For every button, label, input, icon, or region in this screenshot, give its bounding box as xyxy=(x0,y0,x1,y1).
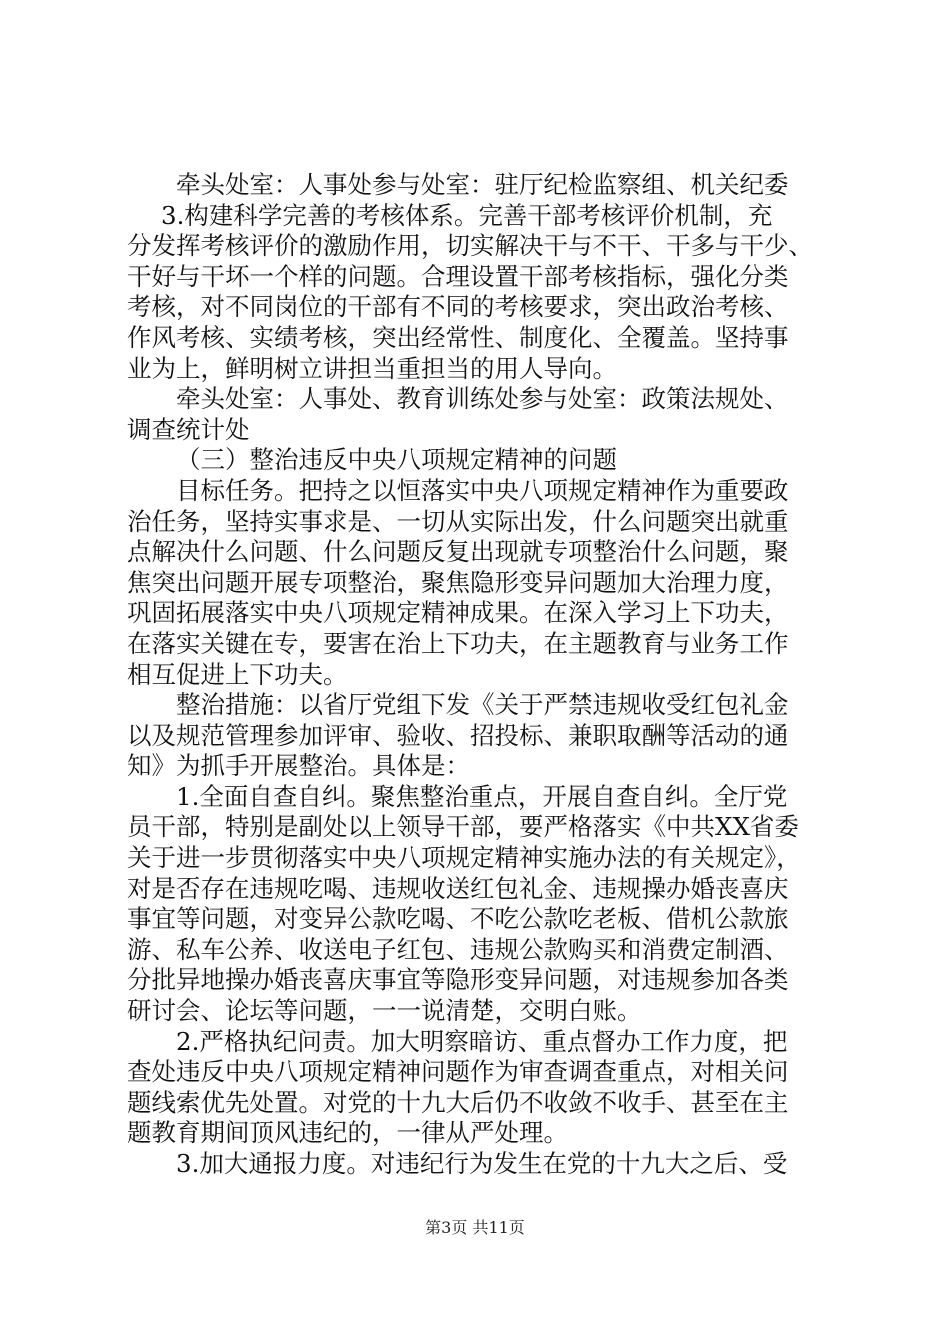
paragraph-line: 事宜等问题，对变异公款吃喝、不吃公款吃老板、借机公款旅 xyxy=(127,904,789,934)
paragraph-line: 对是否存在违规吃喝、违规收送红包礼金、违规操办婚丧喜庆 xyxy=(127,873,789,903)
paragraph-line: 干好与干坏一个样的问题。合理设置干部考核指标，强化分类 xyxy=(127,261,789,291)
paragraph-line: 2.严格执纪问责。加大明察暗访、重点督办工作力度，把 xyxy=(176,1026,788,1056)
section-heading: （三）整治违反中央八项规定精神的问题 xyxy=(176,445,617,475)
paragraph-line: 目标任务。把持之以恒落实中央八项规定精神作为重要政 xyxy=(176,475,789,505)
paragraph-line: 考核，对不同岗位的干部有不同的考核要求，突出政治考核、 xyxy=(127,292,789,322)
paragraph-line: 3.加大通报力度。对违纪行为发生在党的十九大之后、受 xyxy=(176,1149,788,1178)
paragraph-line: 题线索优先处置。对党的十九大后仍不收敛不收手、甚至在主 xyxy=(127,1087,789,1117)
paragraph-line: 在落实关键在专，要害在治上下功夫，在主题教育与业务工作 xyxy=(127,628,789,658)
paragraph-line: 业为上，鲜明树立讲担当重担当的用人导向。 xyxy=(127,353,617,383)
paragraph-line: 查处违反中央八项规定精神问题作为审查调查重点，对相关问 xyxy=(127,1057,789,1087)
paragraph-line: 调查统计处 xyxy=(127,414,250,444)
paragraph-line: 整治措施：以省厅党组下发《关于严禁违规收受红包礼金 xyxy=(176,690,789,720)
paragraph-line: 题教育期间顶风违纪的，一律从严处理。 xyxy=(127,1118,568,1148)
paragraph-line: 3.构建科学完善的考核体系。完善干部考核评价机制，充 xyxy=(161,200,773,230)
paragraph-line: 以及规范管理参加评审、验收、招投标、兼职取酬等活动的通 xyxy=(127,720,789,750)
paragraph-line: 相互促进上下功夫。 xyxy=(127,659,348,689)
paragraph-line: 分批异地操办婚丧喜庆事宜等隐形变异问题，对违规参加各类 xyxy=(127,965,789,995)
paragraph-line: 点解决什么问题、什么问题反复出现就专项整治什么问题，聚 xyxy=(127,537,789,567)
paragraph-line: 牵头处室：人事处参与处室：驻厅纪检监察组、机关纪委 xyxy=(176,170,789,199)
page-footer xyxy=(0,1218,950,1238)
paragraph-line: 知》为抓手开展整治。具体是： xyxy=(127,751,470,781)
paragraph-line: 游、私车公养、收送电子红包、违规公款购买和消费定制酒、 xyxy=(127,934,789,964)
page-number-label: 第3页 共11页 xyxy=(425,1218,525,1237)
document-body xyxy=(127,170,833,1180)
paragraph-line: 巩固拓展落实中央八项规定精神成果。在深入学习上下功夫， xyxy=(127,598,789,628)
paragraph-line: 作风考核、实绩考核，突出经常性、制度化、全覆盖。坚持事 xyxy=(127,322,789,352)
paragraph-line: 1.全面自查自纠。聚焦整治重点，开展自查自纠。全厅党 xyxy=(176,781,788,811)
paragraph-line: 研讨会、论坛等问题，一一说清楚，交明白账。 xyxy=(127,996,642,1026)
paragraph-line: 分发挥考核评价的激励作用，切实解决干与不干、干多与干少、 xyxy=(127,231,813,261)
paragraph-line: 关于进一步贯彻落实中央八项规定精神实施办法的有关规定》， xyxy=(127,843,801,873)
paragraph-line: 牵头处室：人事处、教育训练处参与处室：政策法规处、 xyxy=(176,384,789,414)
paragraph-line: 治任务，坚持实事求是、一切从实际出发，什么问题突出就重 xyxy=(127,506,789,536)
paragraph-line: 员干部，特别是副处以上领导干部，要严格落实《中共XX省委 xyxy=(127,812,799,842)
paragraph-line: 焦突出问题开展专项整治，聚焦隐形变异问题加大治理力度， xyxy=(127,567,789,597)
